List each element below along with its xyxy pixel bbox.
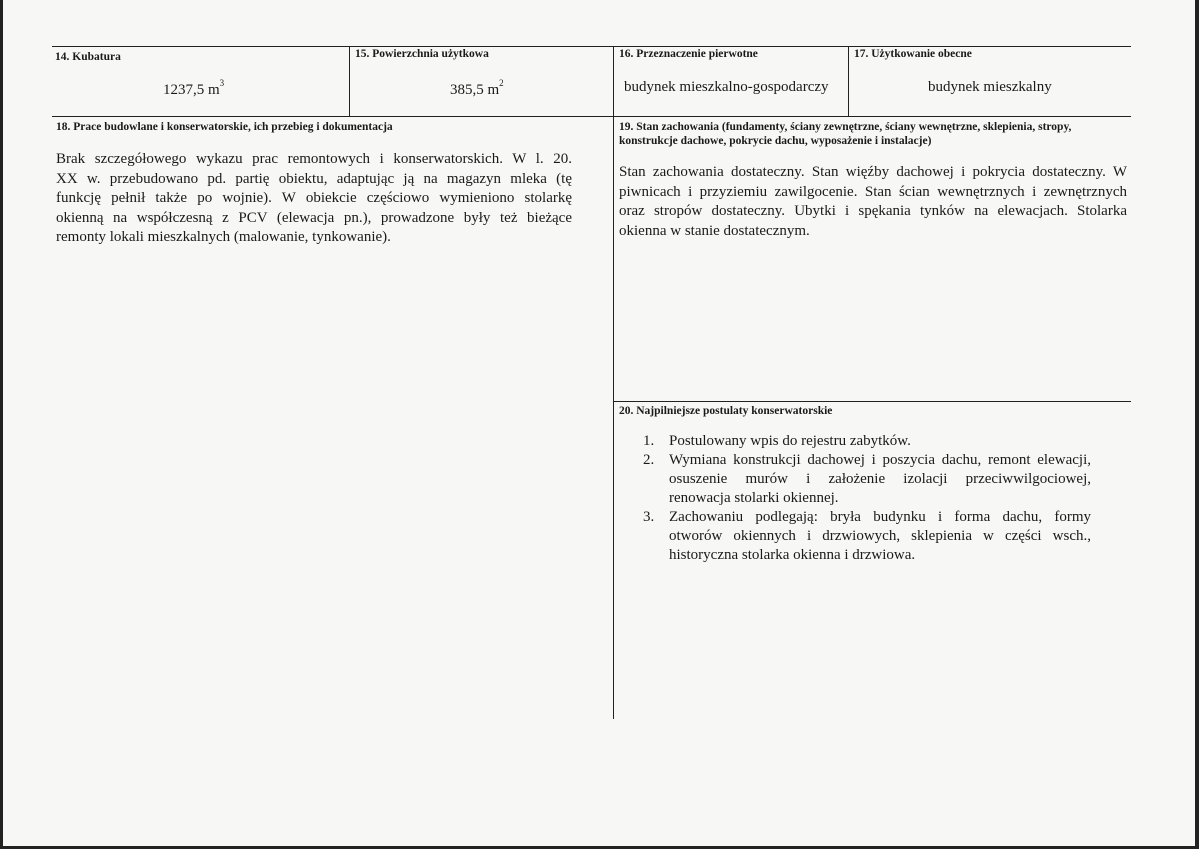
postulat-number: 2.: [643, 452, 655, 468]
stan-line: piwnicach i przyziemiu zawilgocenie. Stan ścian wewnętrznych i zewnętrznych: [619, 183, 1127, 200]
scan-border-right: [1195, 0, 1199, 849]
postulat-line: Wymiana konstrukcji dachowej i poszycia dachu, remont elewacji,: [669, 452, 1091, 468]
col-divider-main: [613, 46, 614, 719]
uzytkowanie-value: budynek mieszkalny: [928, 79, 1052, 95]
stan-line: okienna w stanie dostatecznym.: [619, 222, 810, 239]
prace-label: 18. Prace budowlane i konserwatorskie, ich przebieg i dokumentacja: [56, 121, 393, 133]
postulat-line: renowacja stolarki okiennej.: [669, 490, 839, 506]
stan-text: [619, 163, 1127, 241]
prace-text: [56, 150, 572, 248]
postulat-number: 3.: [643, 509, 655, 525]
postulat-item: [643, 508, 1091, 565]
stan-line: Stan zachowania dostateczny. Stan więźby dachowej i pokrycia dostateczny. W: [619, 164, 1127, 180]
prace-line: okienną na współczesną z PCV (elewacja pn.), prowadzone były też bieżące: [56, 209, 572, 226]
postulat-line: osuszenie murów i założenie izolacji przeciwwilgociowej,: [669, 471, 1091, 487]
postulat-line: otworów okiennych i drzwiowych, sklepienia w części wsch.,: [669, 528, 1091, 544]
uzytkowanie-label: 17. Użytkowanie obecne: [854, 48, 972, 60]
postulat-item: [643, 451, 1091, 508]
postulaty-label: 20. Najpilniejsze postulaty konserwatorskie: [619, 405, 833, 417]
col-divider-14-15: [349, 46, 350, 116]
prace-line: Brak szczegółowego wykazu prac remontowych i konserwatorskich. W l. 20.: [56, 151, 572, 167]
powierzchnia-label: 15. Powierzchnia użytkowa: [355, 48, 489, 60]
section-19-bottom-line: [613, 401, 1131, 402]
stan-label-line1: 19. Stan zachowania (fundamenty, ściany zewnętrzne, ściany wewnętrzne, sklepienia, stropy,: [619, 121, 1072, 133]
prace-line: remonty lokali mieszkalnych (malowanie, tynkowanie).: [56, 229, 391, 245]
powierzchnia-value: 385,5 $m^2$: [450, 78, 504, 98]
prace-line: XX w. przebudowano pd. partię obiektu, adaptując ją na magazyn mleka (tę: [56, 170, 572, 187]
row1-bottom-line: [52, 116, 1131, 117]
kubatura-label: 14. Kubatura: [55, 51, 121, 63]
przeznaczenie-label: 16. Przeznaczenie pierwotne: [619, 48, 758, 60]
postulat-line: Zachowaniu podlegają: bryła budynku i forma dachu, formy: [669, 509, 1091, 525]
postulat-line: historyczna stolarka okienna i drzwiowa.: [669, 547, 916, 563]
postulat-line: Postulowany wpis do rejestru zabytków.: [669, 433, 911, 449]
prace-line: funkcję pełnił także po wojnie). W obiekcie częściowo wymieniono stolarkę: [56, 190, 572, 206]
postulat-number: 1.: [643, 433, 655, 449]
przeznaczenie-value: budynek mieszkalno-gospodarczy: [624, 79, 829, 95]
postulat-item: [643, 432, 1091, 451]
postulaty-list: [643, 432, 1091, 565]
kubatura-value: 1237,5 $m^3$: [163, 78, 225, 98]
stan-label-line2: konstrukcje dachowe, pokrycie dachu, wyposażenie i instalacje): [619, 135, 932, 147]
col-divider-16-17: [848, 46, 849, 116]
scan-border-left: [0, 0, 3, 849]
stan-line: oraz stropów dostateczny. Ubytki i spękania tynków na elewacjach. Stolarka: [619, 203, 1127, 219]
